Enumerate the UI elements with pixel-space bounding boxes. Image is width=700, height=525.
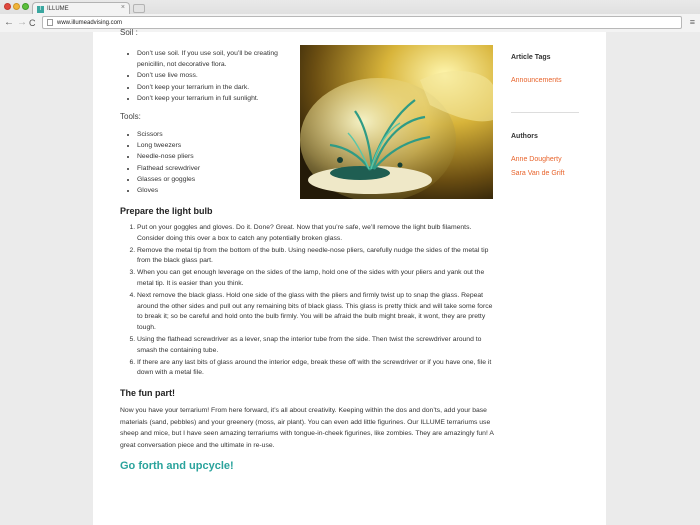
steps-list bbox=[137, 223, 497, 380]
authors-heading: Authors bbox=[511, 133, 538, 140]
list-item: • Don’t use soil. If you use soil, you’ll be creating penicillin, not decorative flora. bbox=[137, 48, 302, 70]
favicon-icon: I bbox=[37, 6, 44, 13]
article-tags-heading: Article Tags bbox=[511, 54, 551, 61]
list-item: • Don’t keep your terrarium in the dark. bbox=[137, 82, 302, 93]
list-item: 3. When you can get enough leverage on the sides of the lamp, hold one of the sides with your pliers and yank out the metal tip. It is easier than you think. bbox=[137, 268, 497, 290]
new-tab-button[interactable] bbox=[133, 4, 145, 13]
soil-heading: Soil : bbox=[120, 28, 138, 37]
list-item: 6. If there are any last bits of glass around the interior edge, break these off with the screwdriver or if you have one, file it down with a metal file. bbox=[137, 358, 497, 380]
list-item: • Don’t use live moss. bbox=[137, 70, 302, 81]
author-link[interactable]: Sara Van de Grift bbox=[511, 170, 565, 177]
reload-icon[interactable]: C bbox=[29, 18, 36, 28]
divider bbox=[511, 112, 579, 113]
list-item: 4. Next remove the black glass. Hold one side of the glass with the pliers and firmly twist up to snap the glass. Repeat around the other sides and pull out any remaining bits of black glass. This glass is pretty thick and will take some force to break it; so be careful and hold onto the bulb firmly. You will be afraid the bulb might break, it wont, they are pretty tough. bbox=[137, 291, 497, 334]
url-text[interactable]: www.illumeadvising.com bbox=[57, 19, 123, 26]
tab-title: ILLUME bbox=[47, 6, 69, 12]
list-item: • Don’t keep your terrarium in full sunlight. bbox=[137, 93, 302, 104]
maximize-window-icon[interactable] bbox=[22, 3, 29, 10]
list-item: 5. Using the flathead screwdriver as a lever, snap the interior tube from the side. Then twist the screwdriver around to smash the containing tube. bbox=[137, 335, 497, 357]
tab-strip bbox=[0, 0, 700, 14]
list-item: • Scissors bbox=[137, 129, 302, 140]
terrarium-photo bbox=[300, 45, 493, 199]
fun-paragraph: Now you have your terrarium! From here forward, it’s all about creativity. Keeping within the dos and don’ts, add your base materials (sand, pebbles) and your greenery (moss, air plant). You can even add little figurines. Our ILLUME terrariums use sheep and mice, but I have seen amazing terrariums with tongue-in-cheek figurines, like zombies. They are amazingly fun! A great conversation piece and the ultimate in re-use. bbox=[120, 407, 494, 449]
list-item: • Long tweezers bbox=[137, 140, 302, 151]
fun-heading: The fun part! bbox=[120, 388, 175, 398]
tag-link-announcements[interactable]: Announcements bbox=[511, 77, 562, 84]
list-item: • Gloves bbox=[137, 185, 302, 196]
list-item: 2. Remove the metal tip from the bottom of the bulb. Using needle-nose pliers, carefully nudge the sides of the metal tip from the black glass part. bbox=[137, 246, 497, 268]
tools-heading: Tools: bbox=[120, 112, 141, 121]
tools-list bbox=[137, 129, 302, 196]
minimize-window-icon[interactable] bbox=[13, 3, 20, 10]
cta-heading: Go forth and upcycle! bbox=[120, 460, 234, 472]
back-icon[interactable]: ← bbox=[4, 17, 14, 28]
list-item: • Glasses or goggles bbox=[137, 174, 302, 185]
soil-list bbox=[137, 48, 302, 104]
browser-toolbar bbox=[0, 14, 700, 32]
close-window-icon[interactable] bbox=[4, 3, 11, 10]
page-icon bbox=[47, 19, 53, 26]
tab-close-icon[interactable]: × bbox=[120, 4, 125, 11]
list-item: 1. Put on your goggles and gloves. Do it. Done? Great. Now that you’re safe, we’ll remove the light bulb filaments. Consider doing this over a box to catch any potentially broken glass. bbox=[137, 223, 497, 245]
list-item: • Needle-nose pliers bbox=[137, 151, 302, 162]
prepare-heading: Prepare the light bulb bbox=[120, 206, 213, 216]
article-page bbox=[93, 28, 606, 525]
author-link[interactable]: Anne Dougherty bbox=[511, 156, 562, 163]
list-item: • Flathead screwdriver bbox=[137, 163, 302, 174]
menu-icon[interactable]: ≡ bbox=[689, 17, 695, 27]
browser-chrome bbox=[0, 0, 700, 32]
address-bar[interactable] bbox=[42, 16, 682, 29]
forward-icon[interactable]: → bbox=[17, 17, 27, 28]
